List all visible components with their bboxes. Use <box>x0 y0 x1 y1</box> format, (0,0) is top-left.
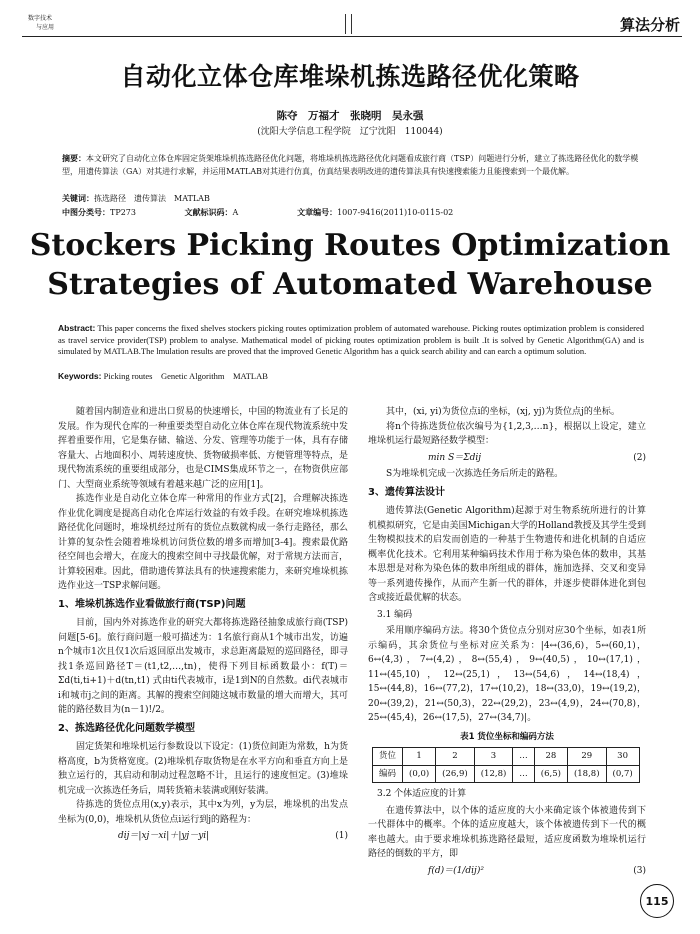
paragraph: 随着国内制造业和进出口贸易的快速增长，中国的物流业有了长足的发展。作为现代仓库的一种重要类型自动化立体仓库在现代物流系统中发挥着重要作用，它是集存储、输送、分发、管理等功能于一体，具有存储容量大、占地面积小、周转速度快、货物破损率低、方便管理等特点，是现代物流系统的重要组成部分，也是CIMS集成环节之一，在物资供应部门、大型商业系统等领域有着越来越广泛的应用[1]。 <box>58 407 348 490</box>
subsection-heading-3-2: 3.2 个体适应度的计算 <box>377 789 467 799</box>
journal-name-line2: 与应用 <box>36 24 55 31</box>
abstract-cn-label: 摘要： <box>62 154 86 163</box>
table-cell: (6,5) <box>534 765 567 783</box>
body-left-column <box>58 405 348 846</box>
table-cell: … <box>513 748 535 766</box>
abstract-cn <box>62 152 642 178</box>
table-cell: … <box>513 765 535 783</box>
equation-3-number: (3) <box>633 865 646 876</box>
paper-title-en <box>0 226 700 304</box>
clc-value: TP273 <box>110 208 136 217</box>
doc-code-value: A <box>232 208 239 217</box>
section-heading-1: 1、堆垛机拣选作业看做旅行商(TSP)问题 <box>58 598 246 610</box>
paragraph: 在遗传算法中，以个体的适应度的大小来确定该个体被遗传到下一代群体中的概率。个体的适应度越大，该个体被遗传到下一代的概率也越大。由于要求堆垛机拣选路径最短，适应度函数为堆垛机运行路径的倒数的平方，即 <box>368 805 646 859</box>
equation-1-body: dij＝|xj－xi|＋|yj－yi| <box>118 831 210 841</box>
keywords-en-label: Keywords: <box>58 371 102 381</box>
table-row <box>373 748 640 766</box>
encoding-table <box>372 747 640 783</box>
article-no-value: 1007-9416(2011)10-0115-02 <box>337 208 454 217</box>
paragraph: 将n个待拣选货位依次编号为{1,2,3,…n}，根据以上设定，建立堆垛机运行最短路径数学模型： <box>368 421 646 446</box>
paragraph: S为堆垛机完成一次拣选任务后所走的路程。 <box>386 469 564 479</box>
classification-line <box>62 207 642 218</box>
section-heading-3: 3、遗传算法设计 <box>368 486 445 498</box>
table-cell: (12,8) <box>474 765 513 783</box>
equation-2-body: min S＝Σdij <box>428 452 482 463</box>
keywords-en <box>58 370 268 382</box>
page-number-badge <box>640 884 674 918</box>
paper-title-en-line2: Strategies of Automated Warehouse <box>47 267 653 302</box>
keywords-cn-label: 关键词： <box>62 194 94 203</box>
abstract-en-text: This paper concerns the fixed shelves stockers picking routes optimization problem of automated warehouse. Picking routes optimization problem is considered as travel service provider(TSP) problem to analyse. Mathematical model of picking routes optimization problem is built .It is solved by Genetic Algorithm(GA) and is simulated by MATLAB.The lmulation results are proved that the improved Genetic Algorithm has a quick search ability and can earch a optimum solution. <box>58 323 644 356</box>
abstract-en <box>58 323 644 358</box>
table-row <box>373 765 640 783</box>
section-title: 算法分析 <box>619 16 680 34</box>
table-cell: 2 <box>436 748 475 766</box>
paragraph: 待拣选的货位点用(x,y)表示，其中x为列，y为层，堆垛机的出发点坐标为(0,0)，堆垛机从货位点i运行到j的路程为： <box>58 800 348 825</box>
journal-badge <box>28 14 72 32</box>
page-number: 115 <box>645 894 669 908</box>
table-cell: 1 <box>403 748 436 766</box>
header-divider-mark <box>345 14 352 34</box>
body-right-column <box>368 405 646 880</box>
paper-title-en-line1: Stockers Picking Routes Optimization <box>29 228 671 263</box>
header-rule <box>22 36 682 37</box>
keywords-en-text: Picking routes Genetic Algorithm MATLAB <box>101 371 268 381</box>
keywords-cn <box>62 193 210 204</box>
table-caption: 表1 货位坐标和编码方法 <box>460 731 554 742</box>
table-cell: 货位 <box>373 748 403 766</box>
paragraph: 其中，(xi, yi)为货位点i的坐标，(xj, yj)为货位点j的坐标。 <box>386 407 620 417</box>
table-cell: 3 <box>474 748 513 766</box>
authors: 陈夺 万福才 张晓明 吴永强 <box>276 110 424 122</box>
paragraph: 采用顺序编码方法。将30个货位点分别对应30个坐标，如表1所示编码，其余货位与坐标对应关系为：|4↔(36,6)，5↔(60,1)，6↔(4,3)，7↔(4,2)，8↔(55,4)，9↔(40,5)，10↔(17,1)，11↔(45,10)，12↔(25,1)，13↔(54,6)，14↔(18,4)，15↔(44,8)，16↔(77,2)，17↔(10,2)，18↔(33,0)，19↔(19,2)，20↔(39,2)，21↔(50,3)，22↔(29,2)，23↔(4,9)，24↔(70,8)，25↔(45,4)，26↔(17,5)，27↔(34,7)|。 <box>368 626 646 723</box>
doc-code-label: 文献标识码： <box>184 208 233 217</box>
abstract-en-label: Abstract: <box>58 323 96 333</box>
table-cell: (0,7) <box>606 765 639 783</box>
paragraph: 目前，国内外对拣选作业的研究大都将拣选路径抽象成旅行商(TSP)问题[5-6]。旅行商问题一般可描述为：1名旅行商从1个城市出发，访遍n个城市1次且仅1次后返回原出发城市，求总距离最短的巡回路径，即寻找1条巡回路径T＝(t1,t2,…,tn)，使得下列目标函数最小：f(T)＝Σd(ti,ti+1)＋d(tn,t1) 式由ti代表城市，i是1到N的自然数。di代表城市i和城市j之间的距离。其解的搜索空间随这城市数量的增大而增大，其可能的路径数目为(n－1)!/2。 <box>58 618 348 715</box>
paper-title-cn: 自动化立体仓库堆垛机拣选路径优化策略 <box>120 62 580 91</box>
section-heading-2: 2、拣选路径优化问题数学模型 <box>58 722 195 734</box>
table-cell: 28 <box>534 748 567 766</box>
equation-3-body: f(d)＝(1/dij)² <box>428 865 484 876</box>
keywords-cn-text: 拣选路径 遗传算法 MATLAB <box>94 194 210 203</box>
table-cell: (18,8) <box>567 765 606 783</box>
article-no-label: 文章编号： <box>297 208 338 217</box>
equation-2-number: (2) <box>633 452 646 463</box>
table-cell: (26,9) <box>436 765 475 783</box>
abstract-cn-text: 本文研究了自动化立体仓库固定货架堆垛机拣选路径优化问题，将堆垛机拣选路径优化问题看成旅行商（TSP）问题进行分析，建立了拣选路径优化的数学模型，用遗传算法（GA）对其进行求解，并运用MATLAB对其进行仿真，仿真结果表明改进的遗传算法具有快速搜索能力且能搜索到一个最优解。 <box>62 154 639 176</box>
equation-3 <box>368 862 646 881</box>
table-cell: 30 <box>606 748 639 766</box>
equation-2 <box>368 449 646 468</box>
equation-1 <box>58 827 348 846</box>
paragraph: 遗传算法(Genetic Algorithm)起源于对生物系统所进行的计算机模拟研究，它是由美国Michigan大学的Holland教授及其学生受到生物模拟技术的启发而创造的一种基于生物遗传和进化机制的自适应概率优化技术。它利用某种编码技术作用于称为染色体的数串，其基本思想是对称为染色体的数串所组成的群体，施加选择、交叉和变异等一系列遗传操作，从而产生新一代的群体，并逐步使群体进化到包含或接近最优解的状态。 <box>368 506 646 603</box>
paragraph: 固定货架和堆垛机运行参数设以下设定：(1)货位间距为常数，h为货格高度，b为货格宽度。(2)堆垛机存取货物是在水平方向和垂直方向上是独立运行的，其启动和制动过程忽略不计，且运行的速度恒定。(3)堆垛机完成一次拣选任务后，周转货箱未装满或刚好装满。 <box>58 742 348 796</box>
table-cell: 编码 <box>373 765 403 783</box>
journal-name-line1: 数字技术 <box>28 15 53 22</box>
paragraph: 拣选作业是自动化立体仓库一种常用的作业方式[2]，合理解决拣选作业优化调度是提高自动化仓库运行效益的有效手段。在研究堆垛机拣选路径优化问题时，堆垛机经过所有的货位点数就构成一条行走路径，那么计算的复杂性会随着堆垛机访问货位数的增多而增加[3-4]。搜索最优路径空间也会增大，在庞大的搜索空间中寻找最优解，对于常规方法而言，计算较困难。因此，借助遗传算法具有的快速搜索能力，来研究堆垛机拣选作业这一TSP求解问题。 <box>58 494 348 591</box>
table-cell: (0,0) <box>403 765 436 783</box>
affiliation: (沈阳大学信息工程学院 辽宁沈阳 110044) <box>257 127 443 137</box>
equation-1-number: (1) <box>335 831 348 841</box>
table-cell: 29 <box>567 748 606 766</box>
subsection-heading-3-1: 3.1 编码 <box>377 609 413 620</box>
clc-label: 中图分类号： <box>62 208 110 217</box>
